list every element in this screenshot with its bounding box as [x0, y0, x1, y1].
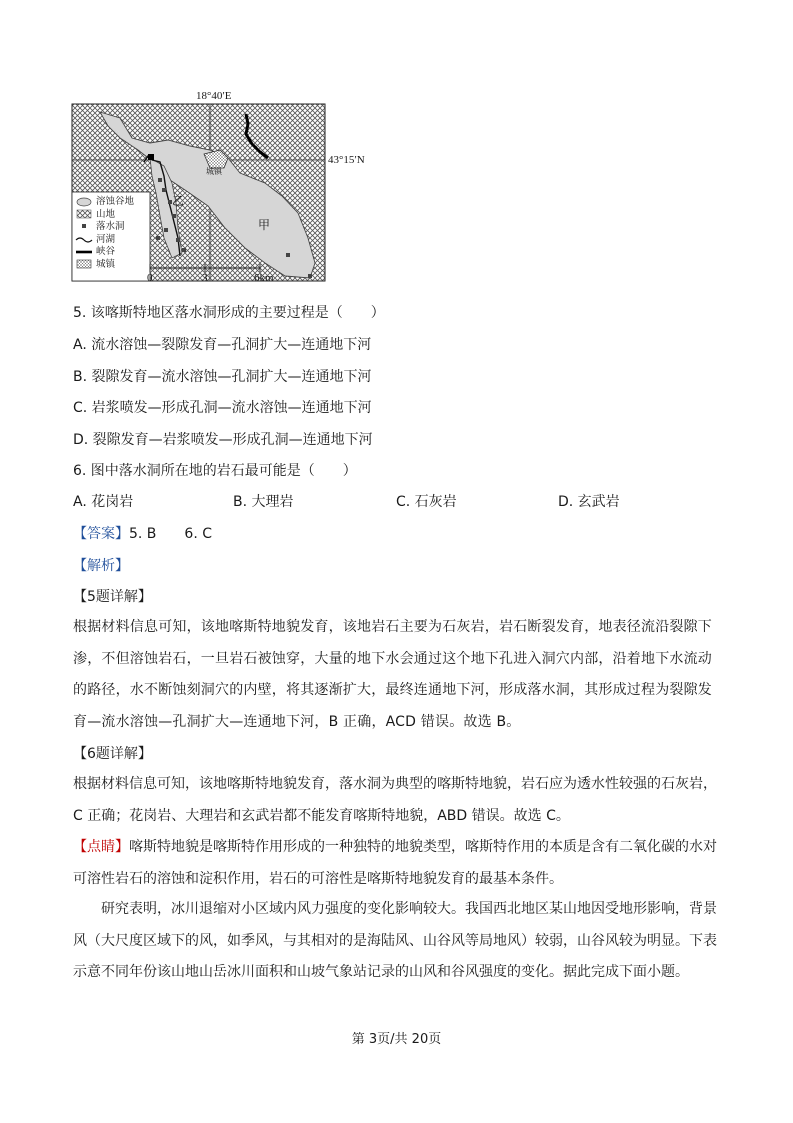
- scale-label-end: 6km: [254, 272, 274, 284]
- karst-map-figure: [60, 88, 365, 288]
- q6-option-c: C. 石灰岩: [396, 494, 457, 510]
- q5-option-d: D. 裂隙发育—岩浆喷发—形成孔洞—连通地下河: [73, 432, 373, 448]
- q5-stem: 5. 该喀斯特地区落水洞形成的主要过程是（ ）: [73, 305, 385, 321]
- scale-label-zero: 0: [147, 272, 153, 284]
- sinkhole-icon: [82, 224, 86, 228]
- answer-tag: 【答案】: [73, 526, 129, 542]
- q6-option-a: A. 花岗岩: [73, 494, 134, 510]
- depression-icon: [77, 198, 91, 206]
- town-icon: [77, 260, 91, 268]
- detail-6-tag: 【6题详解】: [73, 746, 152, 762]
- answer-line: [73, 526, 212, 542]
- mountain-icon: [77, 210, 91, 218]
- page-footer: 第 3页/共 20页: [351, 1032, 442, 1047]
- answer-text: 5. B 6. C: [129, 526, 212, 542]
- q6-option-d: D. 玄武岩: [558, 494, 620, 510]
- intro-paragraph: 研究表明，冰川退缩对小区域内风力强度的变化影响较大。我国西北地区某山地因受地形影响，背景风（大尺度区域下的风，如季风，与其相对的是海陆风、山谷风等局地风）较弱，山谷风较为明显。下表示意不同年份该山地山岳冰川面积和山坡气象站记录的山风和谷风强度的变化。据此完成下面小题。: [73, 901, 717, 980]
- legend-label-town: 城镇: [96, 259, 116, 270]
- detail-5-text: 根据材料信息可知，该地喀斯特地貌发育，该地岩石主要为石灰岩，岩石断裂发育，地表径流沿裂隙下渗，不但溶蚀岩石，一旦岩石被蚀穿，大量的地下水会通过这个地下孔进入洞穴内部，沿着地下水流动的路径，水不断蚀刻洞穴的内壁，将其逐渐扩大，最终连通地下河，形成落水洞，其形成过程为裂隙发育—流水溶蚀—孔洞扩大—连通地下河，B 正确，ACD 错误。故选 B。: [73, 619, 712, 730]
- detail-5-tag: 【5题详解】: [73, 589, 152, 605]
- gorge-end: [148, 154, 154, 160]
- detail-6-text: 根据材料信息可知，该地喀斯特地貌发育，落水洞为典型的喀斯特地貌，岩石应为透水性较强的石灰岩，C 正确；花岗岩、大理岩和玄武岩都不能发育喀斯特地貌，ABD 错误。故选 C。: [73, 776, 717, 824]
- lat-label: 43°15′N: [328, 154, 365, 166]
- scale-label-mid: 3: [202, 272, 208, 284]
- place-label-yi: 乙: [172, 194, 185, 208]
- tip-paragraph: [73, 832, 723, 895]
- q5-option-b: B. 裂隙发育—流水溶蚀—孔洞扩大—连通地下河: [73, 369, 372, 385]
- analysis-tag: 【解析】: [73, 558, 129, 574]
- place-label-jia: 甲: [258, 218, 271, 232]
- town-label: 城镇: [206, 167, 222, 176]
- tip-tag: 【点睛】: [73, 839, 129, 855]
- lon-label: 18°40′E: [196, 90, 232, 102]
- legend-label-mountain: 山地: [96, 209, 116, 220]
- legend-label-sinkhole: 落水洞: [96, 221, 125, 232]
- tip-text: 喀斯特地貌是喀斯特作用形成的一种独特的地貌类型，喀斯特作用的本质是含有二氧化碳的水对可溶性岩石的溶蚀和淀积作用，岩石的可溶性是喀斯特地貌发育的最基本条件。: [73, 839, 717, 887]
- q5-option-c: C. 岩浆喷发—形成孔洞—流水溶蚀—连通地下河: [73, 400, 372, 416]
- legend-label-river: 河湖: [96, 234, 116, 245]
- q6-stem: 6. 图中落水洞所在地的岩石最可能是（ ）: [73, 463, 357, 479]
- legend-label-gorge: 峡谷: [96, 246, 116, 257]
- q6-option-b: B. 大理岩: [233, 494, 294, 510]
- q5-option-a: A. 流水溶蚀—裂隙发育—孔洞扩大—连通地下河: [73, 337, 372, 353]
- legend-label-depression: 溶蚀谷地: [96, 196, 135, 207]
